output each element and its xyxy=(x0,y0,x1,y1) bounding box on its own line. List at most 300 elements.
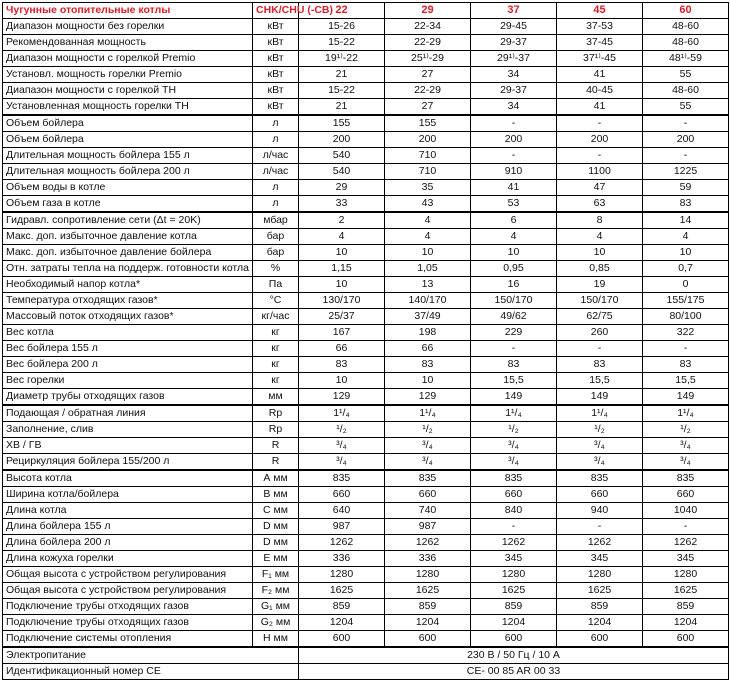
row-value-model-60: 600 xyxy=(643,631,729,648)
row-value-model-22: 1204 xyxy=(299,615,385,631)
row-value-model-60: 149 xyxy=(643,389,729,406)
row-value-model-29: 200 xyxy=(385,132,471,148)
row-label: Макс. доп. избыточное давление бойлера xyxy=(3,245,253,261)
row-value-model-22: 10 xyxy=(299,277,385,293)
row-label: Подключение трубы отходящих газов xyxy=(3,599,253,615)
row-value-model-45: 1625 xyxy=(557,583,643,599)
row-value-model-29: 1625 xyxy=(385,583,471,599)
row-value-model-22: 1¹/₄ xyxy=(299,405,385,422)
table-row xyxy=(3,470,729,487)
table-row xyxy=(3,309,729,325)
row-unit: А мм xyxy=(253,470,299,487)
row-value-model-60: 1040 xyxy=(643,503,729,519)
table-row xyxy=(3,261,729,277)
table-row xyxy=(3,293,729,309)
row-value-model-22: 2 xyxy=(299,212,385,229)
row-value-model-22: 15-22 xyxy=(299,83,385,99)
row-value-model-22: 21 xyxy=(299,67,385,83)
row-value-model-60: 48-60 xyxy=(643,19,729,35)
table-row xyxy=(3,341,729,357)
row-value-model-45: 1204 xyxy=(557,615,643,631)
row-value-model-45: 260 xyxy=(557,325,643,341)
row-value-model-29: 740 xyxy=(385,503,471,519)
row-value-model-45: 19 xyxy=(557,277,643,293)
row-value-model-60: 10 xyxy=(643,245,729,261)
row-value-model-60: 1204 xyxy=(643,615,729,631)
row-value-model-37: 150/170 xyxy=(471,293,557,309)
row-value-model-37: ³/₄ xyxy=(471,454,557,471)
row-value-model-29: 22-29 xyxy=(385,35,471,51)
row-value-model-29: ³/₄ xyxy=(385,454,471,471)
table-row xyxy=(3,196,729,213)
model-45: 45 xyxy=(557,3,643,19)
row-value-model-37: 29-37 xyxy=(471,35,557,51)
row-value-model-37: 345 xyxy=(471,551,557,567)
row-label: Подключение системы отопления xyxy=(3,631,253,648)
row-value-model-45: 37-53 xyxy=(557,19,643,35)
table-row xyxy=(3,405,729,422)
table-row xyxy=(3,438,729,454)
row-value-model-60: ³/₄ xyxy=(643,438,729,454)
row-value-model-60: 48¹⁾-59 xyxy=(643,51,729,67)
row-value-model-45: ³/₄ xyxy=(557,454,643,471)
row-value-model-29: 1262 xyxy=(385,535,471,551)
row-value-model-45: 1100 xyxy=(557,164,643,180)
row-value-model-22: 660 xyxy=(299,487,385,503)
row-label: Общая высота с устройством регулирования xyxy=(3,583,253,599)
row-value-model-29: 22-29 xyxy=(385,83,471,99)
row-unit: мбар xyxy=(253,212,299,229)
row-label: Диаметр трубы отходящих газов xyxy=(3,389,253,406)
row-value-model-37: 835 xyxy=(471,470,557,487)
row-unit: В мм xyxy=(253,487,299,503)
row-label: Длительная мощность бойлера 200 л xyxy=(3,164,253,180)
row-label: Высота котла xyxy=(3,470,253,487)
row-label: Объем воды в котле xyxy=(3,180,253,196)
row-value-model-60: 4 xyxy=(643,229,729,245)
row-unit: кВт xyxy=(253,83,299,99)
row-value-model-45: 149 xyxy=(557,389,643,406)
table-row xyxy=(3,487,729,503)
row-value-model-29: ¹/₂ xyxy=(385,422,471,438)
row-unit: Па xyxy=(253,277,299,293)
row-value-model-45: ³/₄ xyxy=(557,438,643,454)
row-value-model-22: 200 xyxy=(299,132,385,148)
table-row xyxy=(3,212,729,229)
row-label: Длительная мощность бойлера 155 л xyxy=(3,148,253,164)
row-value-model-29: 37/49 xyxy=(385,309,471,325)
table-row xyxy=(3,373,729,389)
row-value-model-45: 835 xyxy=(557,470,643,487)
row-unit: кг xyxy=(253,325,299,341)
row-unit: G₂ мм xyxy=(253,615,299,631)
table-row xyxy=(3,35,729,51)
row-label: Общая высота с устройством регулирования xyxy=(3,567,253,583)
row-value-model-37: 34 xyxy=(471,99,557,116)
row-value-model-45: 200 xyxy=(557,132,643,148)
row-label: Отн. затраты тепла на поддерж. готовности котла xyxy=(3,261,253,277)
table-row xyxy=(3,567,729,583)
row-value-model-22: 155 xyxy=(299,115,385,132)
table-row xyxy=(3,503,729,519)
row-value-model-37: 10 xyxy=(471,245,557,261)
row-unit: кВт xyxy=(253,99,299,116)
row-value-model-37: 1204 xyxy=(471,615,557,631)
row-value-model-29: 336 xyxy=(385,551,471,567)
row-value-model-22: 167 xyxy=(299,325,385,341)
row-value-model-60: 155/175 xyxy=(643,293,729,309)
row-value-model-22: 129 xyxy=(299,389,385,406)
row-label: Длина кожуха горелки xyxy=(3,551,253,567)
row-unit: Rp xyxy=(253,405,299,422)
row-value-model-45: 4 xyxy=(557,229,643,245)
row-unit: % xyxy=(253,261,299,277)
table-row xyxy=(3,19,729,35)
row-value-model-45: 0,85 xyxy=(557,261,643,277)
row-value-model-29: 83 xyxy=(385,357,471,373)
row-unit: кг xyxy=(253,357,299,373)
table-row xyxy=(3,51,729,67)
row-value-model-37: 600 xyxy=(471,631,557,648)
row-label: Объем бойлера xyxy=(3,132,253,148)
row-value-model-37: 660 xyxy=(471,487,557,503)
row-value-model-60: 80/100 xyxy=(643,309,729,325)
row-value-model-37: 0,95 xyxy=(471,261,557,277)
table-row xyxy=(3,148,729,164)
row-value-model-22: 336 xyxy=(299,551,385,567)
row-unit: D мм xyxy=(253,519,299,535)
row-value-model-37: 4 xyxy=(471,229,557,245)
row-value-model-29: 660 xyxy=(385,487,471,503)
table-row xyxy=(3,551,729,567)
row-unit: кг xyxy=(253,373,299,389)
row-value-model-37: 1¹/₄ xyxy=(471,405,557,422)
row-label: Гидравл. сопротивление сети (Δt = 20K) xyxy=(3,212,253,229)
row-value-model-45: 1280 xyxy=(557,567,643,583)
row-value-model-45: 150/170 xyxy=(557,293,643,309)
row-value-model-22: ¹/₂ xyxy=(299,422,385,438)
row-value-model-60: 660 xyxy=(643,487,729,503)
ce-value: CE- 00 85 AR 00 33 xyxy=(299,664,729,680)
row-value-model-29: 155 xyxy=(385,115,471,132)
model-29: 29 xyxy=(385,3,471,19)
row-value-model-29: 140/170 xyxy=(385,293,471,309)
row-value-model-29: 4 xyxy=(385,229,471,245)
row-value-model-60: 0 xyxy=(643,277,729,293)
table-row xyxy=(3,83,729,99)
row-value-model-29: 10 xyxy=(385,373,471,389)
row-unit: С мм xyxy=(253,503,299,519)
row-value-model-22: 987 xyxy=(299,519,385,535)
row-value-model-60: 14 xyxy=(643,212,729,229)
row-unit: кг/час xyxy=(253,309,299,325)
row-value-model-22: 19¹⁾-22 xyxy=(299,51,385,67)
row-value-model-37: - xyxy=(471,148,557,164)
row-value-model-45: 41 xyxy=(557,67,643,83)
row-value-model-37: 29-37 xyxy=(471,83,557,99)
table-row xyxy=(3,229,729,245)
ce-label: Идентификационный номер CE xyxy=(3,664,299,680)
row-unit: кВт xyxy=(253,51,299,67)
row-value-model-60: - xyxy=(643,519,729,535)
row-unit: кВт xyxy=(253,67,299,83)
row-label: Вес горелки xyxy=(3,373,253,389)
row-value-model-60: 0,7 xyxy=(643,261,729,277)
row-value-model-60: 48-60 xyxy=(643,35,729,51)
row-value-model-22: 15-22 xyxy=(299,35,385,51)
row-value-model-29: 198 xyxy=(385,325,471,341)
row-value-model-45: 8 xyxy=(557,212,643,229)
row-label: Массовый поток отходящих газов* xyxy=(3,309,253,325)
row-label: Подключение трубы отходящих газов xyxy=(3,615,253,631)
row-label: Вес котла xyxy=(3,325,253,341)
row-value-model-29: 835 xyxy=(385,470,471,487)
row-value-model-45: 41 xyxy=(557,99,643,116)
row-value-model-29: 600 xyxy=(385,631,471,648)
row-value-model-45: 10 xyxy=(557,245,643,261)
table-row xyxy=(3,180,729,196)
row-value-model-45: 660 xyxy=(557,487,643,503)
row-unit: л xyxy=(253,180,299,196)
row-value-model-22: 859 xyxy=(299,599,385,615)
row-value-model-29: 27 xyxy=(385,99,471,116)
row-value-model-60: 83 xyxy=(643,196,729,213)
row-value-model-22: 25/37 xyxy=(299,309,385,325)
row-label: Диапазон мощности с горелкой TH xyxy=(3,83,253,99)
row-unit: бар xyxy=(253,245,299,261)
table-row xyxy=(3,164,729,180)
spec-sheet xyxy=(2,2,728,680)
row-value-model-37: ³/₄ xyxy=(471,438,557,454)
model-22: 22 xyxy=(299,3,385,19)
row-value-model-45: 1262 xyxy=(557,535,643,551)
row-value-model-22: 1625 xyxy=(299,583,385,599)
row-value-model-45: ¹/₂ xyxy=(557,422,643,438)
row-value-model-60: 200 xyxy=(643,132,729,148)
table-row xyxy=(3,115,729,132)
table-row xyxy=(3,132,729,148)
row-value-model-45: 600 xyxy=(557,631,643,648)
row-value-model-60: ¹/₂ xyxy=(643,422,729,438)
table-row xyxy=(3,99,729,116)
row-value-model-22: 33 xyxy=(299,196,385,213)
row-unit: F₁ мм xyxy=(253,567,299,583)
header-row xyxy=(3,3,729,19)
row-value-model-29: 66 xyxy=(385,341,471,357)
row-value-model-60: 83 xyxy=(643,357,729,373)
table-row xyxy=(3,615,729,631)
row-value-model-37: - xyxy=(471,519,557,535)
row-value-model-60: 1280 xyxy=(643,567,729,583)
row-unit: °C xyxy=(253,293,299,309)
row-value-model-60: 859 xyxy=(643,599,729,615)
row-value-model-37: 15,5 xyxy=(471,373,557,389)
table-row xyxy=(3,325,729,341)
table-row xyxy=(3,422,729,438)
row-value-model-45: - xyxy=(557,115,643,132)
row-unit: F₂ мм xyxy=(253,583,299,599)
row-label: Вес бойлера 155 л xyxy=(3,341,253,357)
row-unit: мм xyxy=(253,389,299,406)
table-row xyxy=(3,454,729,471)
row-label: Длина котла xyxy=(3,503,253,519)
row-value-model-29: 13 xyxy=(385,277,471,293)
row-value-model-37: 41 xyxy=(471,180,557,196)
row-value-model-37: 859 xyxy=(471,599,557,615)
row-unit: бар xyxy=(253,229,299,245)
row-value-model-29: 25¹⁾-29 xyxy=(385,51,471,67)
row-value-model-29: 4 xyxy=(385,212,471,229)
row-value-model-60: 345 xyxy=(643,551,729,567)
row-value-model-29: 710 xyxy=(385,148,471,164)
row-unit: Rp xyxy=(253,422,299,438)
row-value-model-37: 34 xyxy=(471,67,557,83)
boiler-spec-table xyxy=(2,2,729,680)
row-value-model-60: 835 xyxy=(643,470,729,487)
row-value-model-37: 1280 xyxy=(471,567,557,583)
row-value-model-45: 15,5 xyxy=(557,373,643,389)
row-value-model-22: 130/170 xyxy=(299,293,385,309)
row-unit: л/час xyxy=(253,148,299,164)
row-value-model-37: ¹/₂ xyxy=(471,422,557,438)
row-label: Объем бойлера xyxy=(3,115,253,132)
row-label: Длина бойлера 200 л xyxy=(3,535,253,551)
row-value-model-45: 83 xyxy=(557,357,643,373)
row-label: Заполнение, слив xyxy=(3,422,253,438)
row-value-model-37: 83 xyxy=(471,357,557,373)
row-value-model-60: 1262 xyxy=(643,535,729,551)
row-value-model-22: 835 xyxy=(299,470,385,487)
power-row xyxy=(3,647,729,664)
row-label: Установленная мощность горелки TH xyxy=(3,99,253,116)
row-label: Ширина котла/бойлера xyxy=(3,487,253,503)
row-value-model-37: 229 xyxy=(471,325,557,341)
row-value-model-60: 48-60 xyxy=(643,83,729,99)
row-value-model-29: 35 xyxy=(385,180,471,196)
row-value-model-37: - xyxy=(471,115,557,132)
row-value-model-60: 322 xyxy=(643,325,729,341)
row-unit: л/час xyxy=(253,164,299,180)
row-value-model-60: - xyxy=(643,115,729,132)
row-value-model-60: 55 xyxy=(643,99,729,116)
row-value-model-45: 940 xyxy=(557,503,643,519)
row-value-model-37: 1262 xyxy=(471,535,557,551)
table-row xyxy=(3,357,729,373)
row-value-model-22: 10 xyxy=(299,373,385,389)
row-value-model-22: 15-26 xyxy=(299,19,385,35)
row-unit: R xyxy=(253,438,299,454)
row-value-model-37: 29¹⁾-37 xyxy=(471,51,557,67)
row-value-model-29: 1,05 xyxy=(385,261,471,277)
row-value-model-22: 540 xyxy=(299,164,385,180)
row-value-model-29: 43 xyxy=(385,196,471,213)
series-label: CHK/CHU (-CB) xyxy=(253,3,299,19)
row-value-model-37: 6 xyxy=(471,212,557,229)
row-value-model-45: - xyxy=(557,341,643,357)
row-value-model-22: 29 xyxy=(299,180,385,196)
row-unit: R xyxy=(253,454,299,471)
row-value-model-60: - xyxy=(643,341,729,357)
row-unit: л xyxy=(253,132,299,148)
table-row xyxy=(3,389,729,406)
row-value-model-60: 55 xyxy=(643,67,729,83)
row-value-model-45: 47 xyxy=(557,180,643,196)
row-value-model-37: 200 xyxy=(471,132,557,148)
table-row xyxy=(3,245,729,261)
row-value-model-29: 27 xyxy=(385,67,471,83)
row-value-model-37: 910 xyxy=(471,164,557,180)
row-value-model-45: 345 xyxy=(557,551,643,567)
row-value-model-29: 22-34 xyxy=(385,19,471,35)
row-value-model-37: 49/62 xyxy=(471,309,557,325)
row-value-model-60: ³/₄ xyxy=(643,454,729,471)
table-row xyxy=(3,583,729,599)
row-label: Диапазон мощности с горелкой Premio xyxy=(3,51,253,67)
row-value-model-60: 1625 xyxy=(643,583,729,599)
row-value-model-37: - xyxy=(471,341,557,357)
row-value-model-45: 62/75 xyxy=(557,309,643,325)
table-row xyxy=(3,535,729,551)
row-value-model-45: 40-45 xyxy=(557,83,643,99)
ce-row xyxy=(3,664,729,680)
row-unit: кг xyxy=(253,341,299,357)
row-value-model-22: 540 xyxy=(299,148,385,164)
row-label: Рекомендованная мощность xyxy=(3,35,253,51)
row-unit: Н мм xyxy=(253,631,299,648)
row-value-model-29: 859 xyxy=(385,599,471,615)
row-value-model-37: 1625 xyxy=(471,583,557,599)
row-unit: G₁ мм xyxy=(253,599,299,615)
row-label: Вес бойлера 200 л xyxy=(3,357,253,373)
row-value-model-29: ³/₄ xyxy=(385,438,471,454)
row-value-model-37: 149 xyxy=(471,389,557,406)
table-row xyxy=(3,519,729,535)
row-label: ХВ / ГВ xyxy=(3,438,253,454)
row-unit: л xyxy=(253,196,299,213)
row-unit: кВт xyxy=(253,19,299,35)
row-value-model-37: 29-45 xyxy=(471,19,557,35)
row-value-model-45: 37¹⁾-45 xyxy=(557,51,643,67)
row-value-model-45: 63 xyxy=(557,196,643,213)
row-unit: D мм xyxy=(253,535,299,551)
table-row xyxy=(3,67,729,83)
row-value-model-22: 66 xyxy=(299,341,385,357)
row-value-model-45: - xyxy=(557,519,643,535)
row-value-model-22: 83 xyxy=(299,357,385,373)
row-value-model-60: 1225 xyxy=(643,164,729,180)
row-value-model-29: 710 xyxy=(385,164,471,180)
row-label: Рециркуляция бойлера 155/200 л xyxy=(3,454,253,471)
row-label: Температура отходящих газов* xyxy=(3,293,253,309)
row-value-model-60: 59 xyxy=(643,180,729,196)
row-value-model-45: 859 xyxy=(557,599,643,615)
row-value-model-29: 1¹/₄ xyxy=(385,405,471,422)
row-value-model-60: - xyxy=(643,148,729,164)
row-value-model-29: 1280 xyxy=(385,567,471,583)
row-value-model-45: - xyxy=(557,148,643,164)
row-value-model-45: 1¹/₄ xyxy=(557,405,643,422)
row-value-model-22: 1,15 xyxy=(299,261,385,277)
power-label: Электропитание xyxy=(3,647,299,664)
row-value-model-37: 840 xyxy=(471,503,557,519)
row-value-model-22: 1262 xyxy=(299,535,385,551)
row-label: Объем газа в котле xyxy=(3,196,253,213)
row-label: Установл. мощность горелки Premio xyxy=(3,67,253,83)
row-value-model-60: 15,5 xyxy=(643,373,729,389)
row-unit: Е мм xyxy=(253,551,299,567)
row-label: Необходимый напор котла* xyxy=(3,277,253,293)
model-60: 60 xyxy=(643,3,729,19)
